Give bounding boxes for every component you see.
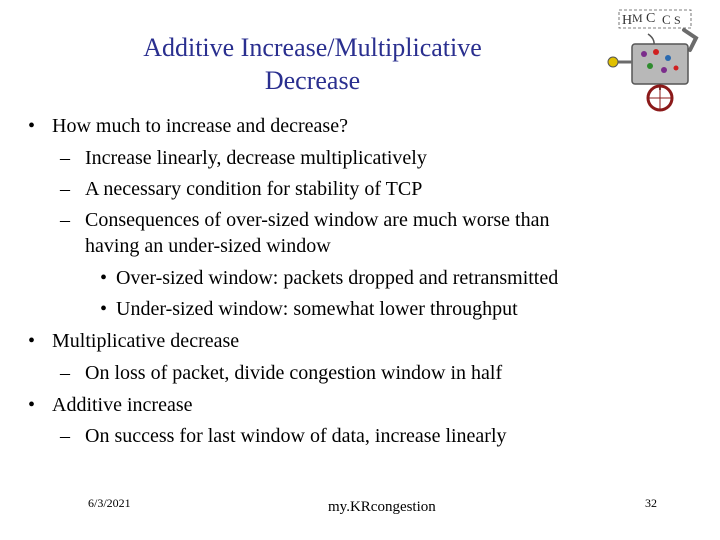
slide-title-line-2: Decrease [264, 66, 361, 95]
bullet-marker: – [60, 362, 70, 384]
bullet-marker: • [28, 115, 36, 137]
hmc-cs-robot-logo [604, 4, 712, 114]
footer-page-number: 32 [645, 496, 657, 510]
bullet-marker: – [60, 209, 70, 231]
bullet-text: Over-sized window: packets dropped and retransmitted [116, 267, 559, 289]
footer-title: my.KRcongestion [328, 499, 436, 515]
bullet-text: How much to increase and decrease? [52, 115, 348, 137]
bullet-text: Increase linearly, decrease multiplicatively [85, 147, 427, 169]
bullet-marker: • [100, 267, 108, 289]
bullet-marker: – [60, 147, 70, 169]
bullet-text: Multiplicative decrease [52, 330, 240, 352]
svg-text:M: M [632, 11, 643, 25]
svg-text:C: C [646, 11, 656, 26]
slide-title-line-1: Additive Increase/Multiplicative [143, 33, 482, 62]
bullet-marker: • [28, 394, 36, 416]
bullet-text: Under-sized window: somewhat lower throughput [116, 298, 518, 320]
bullet-marker: – [60, 178, 70, 200]
bullet-text: On loss of packet, divide congestion window in half [85, 362, 503, 384]
slide-title [40, 31, 585, 97]
bullet-text: Additive increase [52, 394, 193, 416]
footer-date: 6/3/2021 [88, 496, 131, 510]
logo-lettering [619, 10, 691, 28]
bullet-marker: – [60, 425, 70, 447]
svg-text:H: H [622, 13, 633, 28]
bullet-text: On success for last window of data, increase linearly [85, 425, 507, 447]
svg-text:C: C [662, 12, 671, 27]
bullet-text: Consequences of over-sized window are much worse than [85, 209, 550, 231]
bullet-text: having an under-sized window [85, 235, 331, 257]
bullet-marker: • [28, 330, 36, 352]
svg-text:S: S [674, 13, 681, 27]
bullet-text: A necessary condition for stability of TCP [85, 178, 423, 200]
bullet-marker: • [100, 298, 108, 320]
